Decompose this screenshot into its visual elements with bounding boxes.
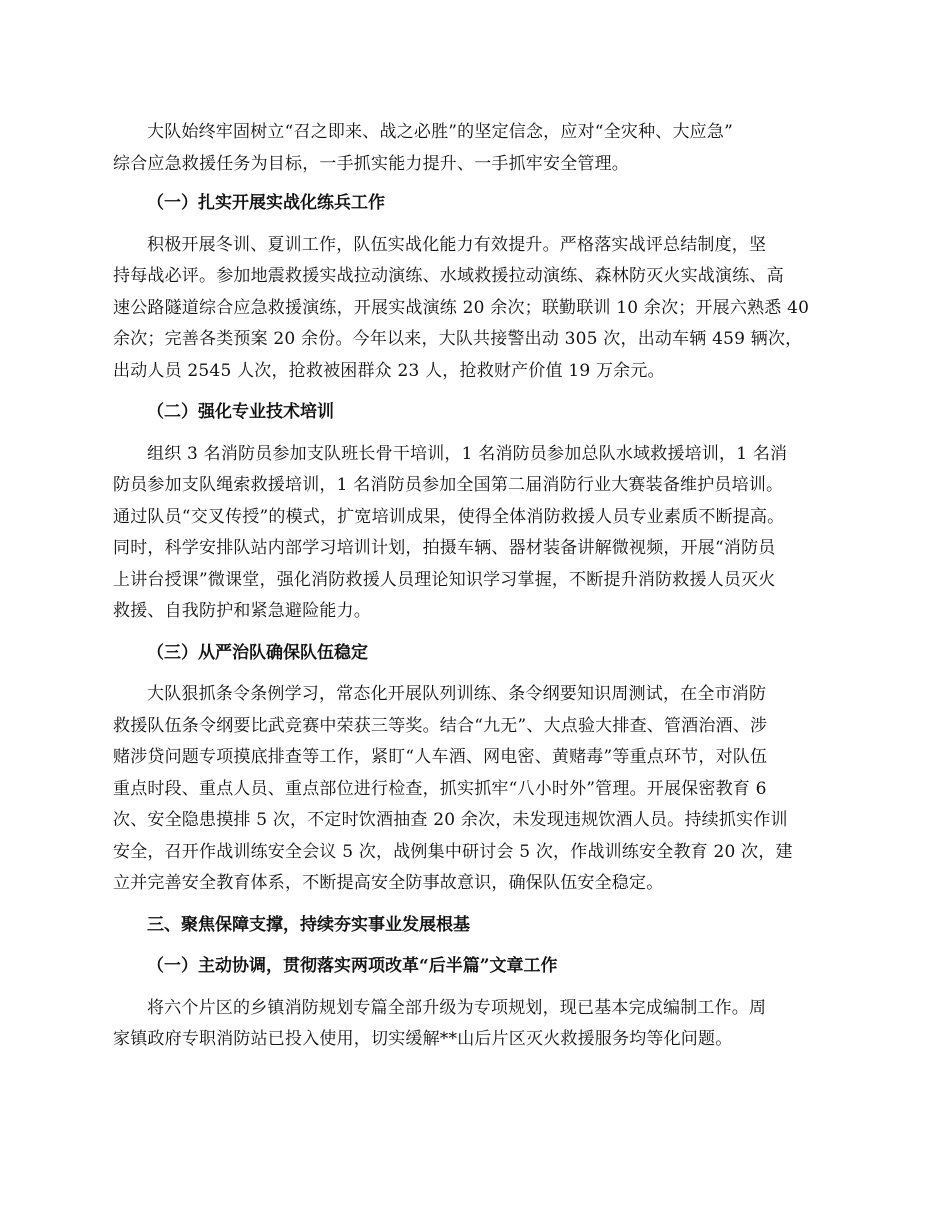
section-heading-drill: （一）扎实开展实战化练兵工作 (147, 193, 385, 213)
text-line: 防员参加支队绳索救援培训，1 名消防员参加全国第二届消防行业大赛装备维护员培训。 (113, 475, 784, 495)
text-line: 速公路隧道综合应急救援演练，开展实战演练 20 余次；联勤联训 10 余次；开展六熟悉 40 (113, 297, 810, 318)
part-three-sub-heading: （一）主动协调，贯彻落实两项改革“后半篇”文章工作 (147, 956, 558, 976)
text-line: 组织 3 名消防员参加支队班长骨干培训，1 名消防员参加总队水域救援培训，1 名消 (147, 443, 788, 464)
section-paragraph-discipline (113, 679, 843, 900)
text-line: 赌涉贷问题专项摸底排查等工作，紧盯“人车酒、网电密、黄赌毒”等重点环节，对队伍 (113, 747, 768, 767)
text-line: 上讲台授课”微课堂，强化消防救援人员理论知识学习掌握，不断提升消防救援人员灭火 (113, 569, 776, 590)
text-line: 持每战必评。参加地震救援实战拉动演练、水域救援拉动演练、森林防灭火实战演练、高 (113, 266, 784, 286)
text-line: 同时，科学安排队站内部学习培训计划，拍摄车辆、器材装备讲解微视频，开展“消防员 (113, 538, 776, 558)
text-line: 重点时段、重点人员、重点部位进行检查，抓实抓牢“八小时外”管理。开展保密教育 6 (113, 778, 767, 799)
text-line: 将六个片区的乡镇消防规划专篇全部升级为专项规划，现已基本完成编制工作。周 (147, 997, 767, 1018)
text-line: 立并完善安全教育体系，不断提高安全防事故意识，确保队伍安全稳定。 (113, 873, 664, 893)
document-body (113, 117, 843, 1056)
text-line: 救援、自我防护和紧急避险能力。 (113, 601, 371, 621)
section-heading-discipline: （三）从严治队确保队伍稳定 (147, 642, 368, 663)
section-paragraph-training (113, 439, 843, 628)
section-paragraph-drill (113, 230, 843, 388)
text-line: 通过队员“交叉传授”的模式，扩宽培训成果，使得全体消防救援人员专业素质不断提高。 (113, 506, 785, 527)
intro-paragraph (113, 117, 843, 180)
text-line: 积极开展冬训、夏训工作，队伍实战化能力有效提升。严格落实战评总结制度，坚 (147, 234, 767, 255)
text-line: 救援队伍条令纲要比武竞赛中荣获三等奖。结合“九无”、大点验大排查、管酒治酒、涉 (113, 715, 768, 736)
part-three-heading: 三、聚焦保障支撑，持续夯实事业发展根基 (147, 914, 470, 935)
section-heading-training: （二）强化专业技术培训 (147, 402, 334, 422)
part-three-paragraph (113, 993, 843, 1056)
text-line: 安全，召开作战训练安全会议 5 次，战例集中研讨会 5 次，作战训练安全教育 20 次，建 (113, 841, 793, 862)
text-line: 大队狠抓条令条例学习，常态化开展队列训练、条令纲要知识周测试，在全市消防 (147, 684, 767, 704)
text-line: 大队始终牢固树立“召之即来、战之必胜”的坚定信念，应对“全灾种、大应急” (147, 122, 733, 142)
text-line: 综合应急救援任务为目标，一手抓实能力提升、一手抓牢安全管理。 (113, 153, 629, 174)
text-line: 出动人员 2545 人次，抢救被困群众 23 人，抢救财产价值 19 万余元。 (113, 360, 665, 381)
text-line: 次、安全隐患摸排 5 次，不定时饮酒抽查 20 余次，未发现违规饮酒人员。持续抓实作训 (113, 810, 788, 830)
text-line: 家镇政府专职消防站已投入使用，切实缓解**山后片区灭火救援服务均等化问题。 (113, 1029, 733, 1049)
text-line: 余次；完善各类预案 20 余份。今年以来，大队共接警出动 305 次，出动车辆 459 辆次， (113, 329, 803, 349)
